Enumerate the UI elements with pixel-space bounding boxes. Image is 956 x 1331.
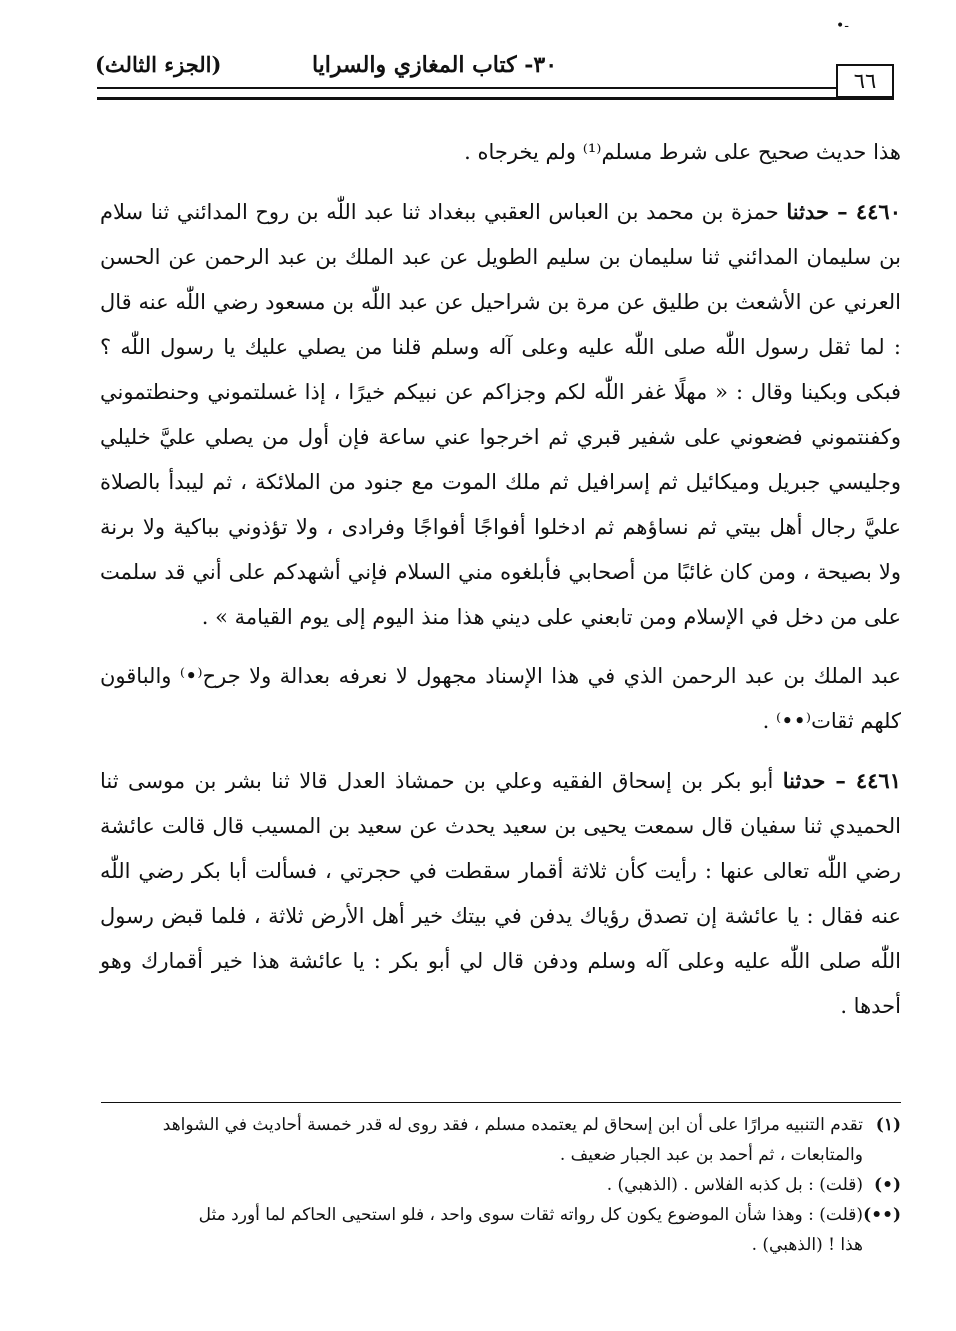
footnote-mark: (•) — [874, 1175, 901, 1195]
volume-label: (الجزء الثالث) — [95, 52, 222, 77]
hadith-number-4461: ٤٤٦١ – حدثنا — [782, 768, 901, 793]
footnote-mark: (••) — [863, 1205, 901, 1225]
footnote-1 — [105, 1110, 901, 1140]
footnote-rule — [101, 1102, 901, 1103]
footnote-text: (قلت) : وهذا شأن الموضوع يكون كل رواته ثقات سوى واحد ، فلو استحيى الحاكم لما أورد مثل — [198, 1205, 863, 1225]
footnote-double-dot-continued: هذا ! (الذهبي) . — [751, 1235, 863, 1255]
hadith-text-4461: أبو بكر بن إسحاق الفقيه وعلي بن حمشاذ العدل قالا ثنا بشر بن موسى ثنا الحميدي ثنا سفيان قال سمعت يحيى بن سعيد يحدث عن سعيد بن المسيب قال قالت عائشة رضي اللّٰه تعالى عنها : رأيت كأن ثلاثة أقمار سقطت في حجرتي ، فسألت أبا بكر رضي اللّٰه عنه فقال : يا عائشة إن تصدق رؤياك يدفن في بيتك خير أهل الأرض ثلاثة ، فلما قبض رسول اللّٰه صلى اللّٰه عليه وعلى آله وسلم ودفن قال لي أبو بكر : يا عائشة هذا خير أقمارك وهو أحدها . — [100, 769, 901, 1018]
paragraph-note-narrators: عبد الملك بن عبد الرحمن الذي في هذا الإسناد مجهول لا نعرفه بعدالة ولا جرح⁽•⁾ والباقون كلهم ثقات⁽••⁾ . — [100, 664, 901, 733]
paragraph-verdict-1: هذا حديث صحيح على شرط مسلم⁽¹⁾ ولم يخرجاه . — [464, 140, 901, 164]
hadith-number-4460: ٤٤٦٠ – حدثنا — [786, 199, 901, 224]
footnotes — [105, 1110, 901, 1260]
paragraph-gap — [100, 175, 901, 189]
footnote-text: (قلت) : بل كذبه الفلاس . (الذهبي) . — [606, 1175, 863, 1195]
footnote-double-dot — [105, 1200, 901, 1230]
hadith-text-4460: حمزة بن محمد بن العباس العقبي ببغداد ثنا عبد اللّٰه بن روح المدائني ثنا سلام بن سليمان المدائني ثنا سليمان بن سليم الطويل عن عبد الملك بن عبد الرحمن عن الحسن العرني عن الأشعث بن طليق عن مرة بن شراحيل عن عبد اللّٰه بن مسعود رضي اللّٰه عنه قال : لما ثقل رسول اللّٰه صلى اللّٰه عليه وعلى آله وسلم قلنا من يصلي عليك يا رسول اللّٰه ؟ فبكى وبكينا وقال : « مهلًا غفر اللّٰه لكم وجزاكم عن نبيكم خيرًا ، إذا غسلتموني وحنطتموني وكفنتموني فضعوني على شفير قبري ثم اخرجوا عني ساعة فإن أول من يصلي عليَّ خليلي وجليسي جبريل وميكائيل ثم إسرافيل ثم ملك الموت مع جنود من الملائكة ، ثم ليبدأ بالصلاة عليَّ رجال أهل بيتي ثم نساؤهم ثم ادخلوا أفواجًا أفواجًا وفرادى ، ولا تؤذوني بباكية ولا برنة ولا بصيحة ، ومن كان غائبًا من أصحابي فأبلغوه مني السلام فإني أشهدكم على أني قد سلمت على من دخل في الإسلام ومن تابعني على ديني هذا منذ اليوم إلى يوم القيامة » . — [100, 200, 901, 629]
chapter-title: ٣٠- كتاب المغازي والسرايا — [311, 52, 558, 78]
top-mark: -• — [836, 18, 849, 34]
running-header — [95, 52, 894, 98]
hadith-4461 — [100, 758, 901, 1029]
page-number: ٦٦ — [836, 64, 894, 98]
paragraph-gap — [100, 744, 901, 758]
header-rule-thick — [97, 97, 894, 100]
footnote-dot — [105, 1170, 901, 1200]
footnote-1-continued: والمتابعات ، ثم أحمد بن عبد الجبار ضعيف . — [559, 1145, 863, 1165]
header-rule-thin — [97, 87, 838, 89]
hadith-4460 — [100, 189, 901, 640]
footnote-text: تقدم التنبيه مرارًا على أن ابن إسحاق لم يعتمده مسلم ، فقد روى له قدر خمسة أحاديث في الشواهد — [162, 1115, 863, 1135]
main-text — [100, 130, 901, 1029]
footnote-mark: (١) — [875, 1115, 901, 1135]
paragraph-gap — [100, 640, 901, 654]
